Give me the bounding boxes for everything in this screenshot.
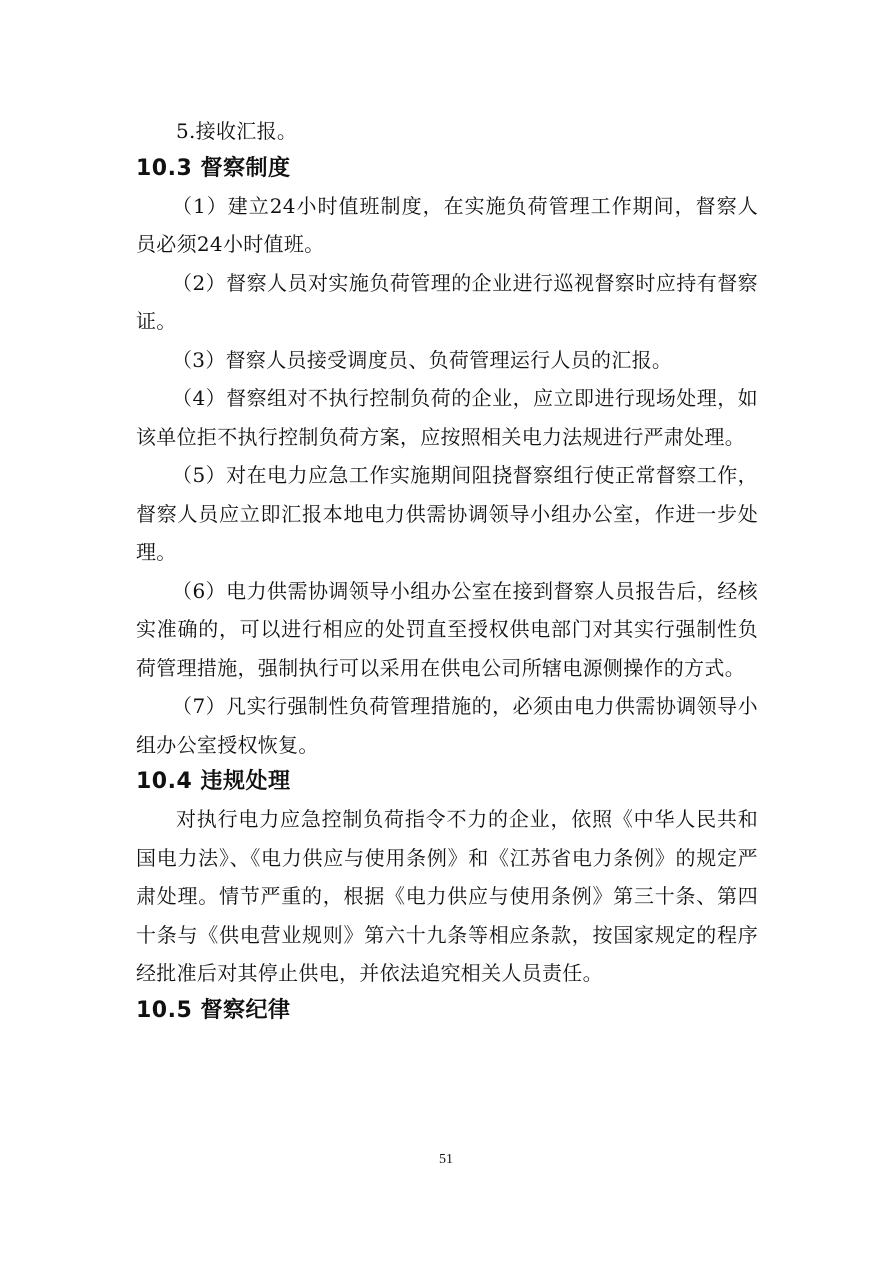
page-number: 51: [439, 1152, 453, 1167]
paragraph-item-5: （5）对在电力应急工作实施期间阻挠督察组行使正常督察工作，督察人员应立即汇报本地电力供需协调领导小组办公室，作进一步处理。: [136, 463, 758, 564]
paragraph-item-3: （3）督察人员接受调度员、负荷管理运行人员的汇报。: [172, 347, 673, 372]
page-content: [136, 112, 758, 1029]
paragraph-receive-report: 5.接收汇报。: [176, 119, 298, 143]
section-heading-10-4: 10.4 违规处理: [136, 769, 291, 794]
paragraph-item-4: （4）督察组对不执行控制负荷的企业，应立即进行现场处理，如该单位拒不执行控制负荷方案，应按照相关电力法规进行严肃处理。: [136, 386, 758, 449]
paragraph-item-2: （2）督察人员对实施负荷管理的企业进行巡视督察时应持有督察证。: [136, 270, 758, 333]
paragraph-item-6: （6）电力供需协调领导小组办公室在接到督察人员报告后，经核实准确的，可以进行相应的处罚直至授权供电部门对其实行强制性负荷管理措施，强制执行可以采用在供电公司所辖电源侧操作的方式。: [136, 578, 758, 680]
paragraph-violation-handling: 对执行电力应急控制负荷指令不力的企业，依照《中华人民共和国电力法》、《电力供应与使用条例》和《江苏省电力条例》的规定严肃处理。情节严重的，根据《电力供应与使用条例》第三十条、第四十条与《供电营业规则》第六十九条等相应条款，按国家规定的程序经批准后对其停止供电，并依法追究相关人员责任。: [136, 807, 758, 985]
section-heading-10-5: 10.5 督察纪律: [136, 997, 291, 1023]
paragraph-item-1: （1）建立24小时值班制度，在实施负荷管理工作期间，督察人员必须24小时值班。: [136, 193, 758, 256]
paragraph-item-7: （7）凡实行强制性负荷管理措施的，必须由电力供需协调领导小组办公室授权恢复。: [136, 694, 758, 757]
section-heading-10-3: 10.3 督察制度: [136, 155, 291, 181]
